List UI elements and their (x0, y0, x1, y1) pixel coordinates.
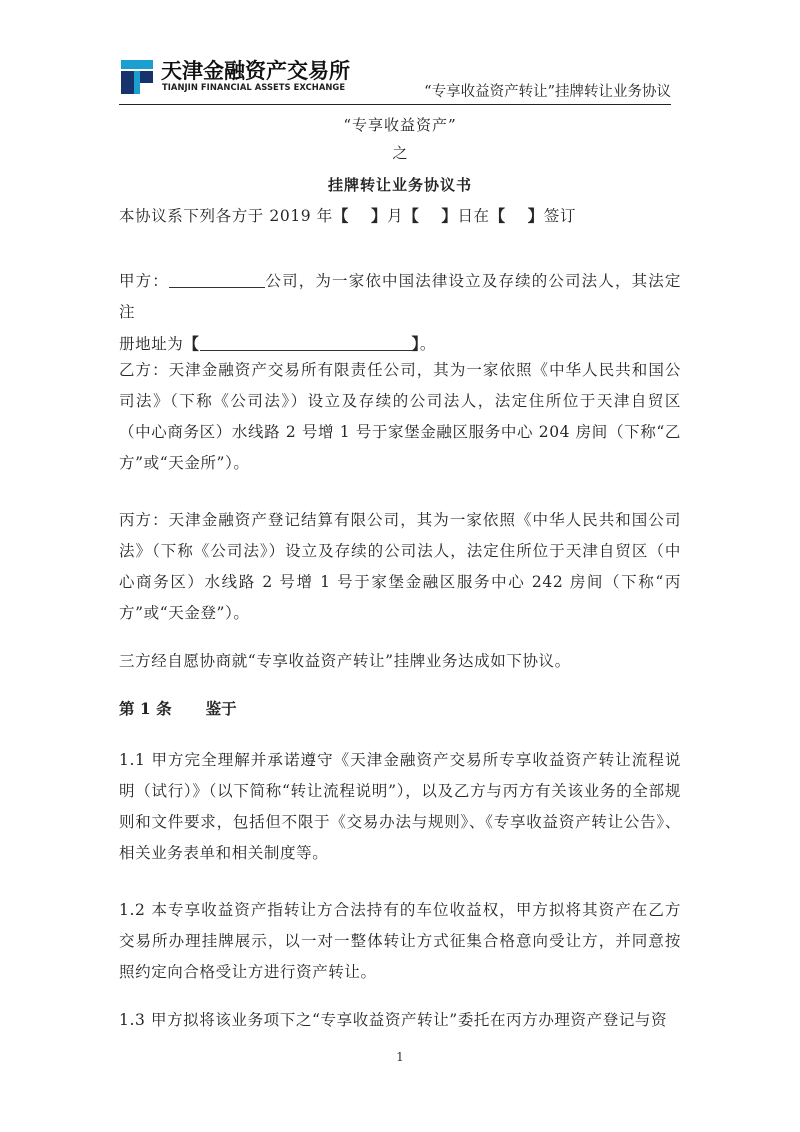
place-bracket-open: 【 (489, 206, 506, 225)
signing-line (119, 204, 681, 226)
month-bracket-close: 】 (441, 206, 458, 225)
header-divider (119, 104, 671, 105)
clause-1-1: 1.1 甲方完全理解并承诺遵守《天津金融资产交易所专享收益资产转让流程说明（试行）》（以下简称“转让流程说明”），以及乙方与丙方有关该业务的全部规则和文件要求，包括但不限于《交易办法与规则》、《专享收益资产转让公告》、相关业务表单和相关制度等。 (119, 751, 681, 862)
page-number: 1 (396, 1050, 404, 1064)
party-a-text-2-prefix: 册地址为 (119, 335, 184, 353)
signing-day: 日在 (457, 207, 490, 225)
header-document-title: “专享收益资产转让”挂牌转让业务协议 (424, 84, 671, 100)
tfae-logo-icon (121, 60, 153, 94)
clause-1-3: 1.3 甲方拟将该业务项下之“专享收益资产转让”委托在丙方办理资产登记与资 (119, 1011, 668, 1029)
title-line-3: 挂牌转让业务协议书 (327, 176, 472, 194)
party-a-paragraph (119, 266, 681, 360)
party-b-paragraph: 乙方：天津金融资产交易所有限责任公司，其为一家依照《中华人民共和国公司法》（下称《公司法》）设立及存续的公司法人，法定住所位于天津自贸区（中心商务区）水线路 2 号增 1 号于家堡金融区服务中心 204 房间（下称“乙方”或“天金所”）。 (119, 361, 681, 472)
signing-prefix: 本协议系下列各方于 2019 年 (119, 207, 333, 225)
article-1-title: 鉴于 (205, 699, 237, 718)
party-a-text-1: 公司，为一家依中国法律设立及存续的公司法人，其法定注 (119, 272, 681, 321)
party-a-label: 甲方： (119, 272, 169, 290)
signing-month: 月 (387, 207, 404, 225)
address-bracket-open: 【 (183, 334, 200, 353)
logo-english-name: TIANJIN FINANCIAL ASSETS EXCHANGE (162, 82, 346, 92)
party-a-name-blank[interactable] (169, 270, 265, 288)
year-bracket-open: 【 (332, 206, 350, 225)
page-header (119, 58, 671, 104)
party-a-text-2-suffix: 。 (419, 335, 436, 353)
place-bracket-close: 】 (527, 206, 544, 225)
intro-paragraph: 三方经自愿协商就“专享收益资产转让”挂牌业务达成如下协议。 (119, 652, 571, 670)
address-bracket-close: 】 (411, 334, 420, 353)
year-bracket-close: 】 (371, 206, 388, 225)
article-1-heading (119, 697, 237, 719)
signing-suffix: 签订 (543, 207, 577, 225)
month-bracket-open: 【 (403, 206, 420, 225)
title-line-1: “专享收益资产” (343, 116, 457, 134)
title-line-2: 之 (392, 144, 408, 162)
party-c-paragraph: 丙方：天津金融资产登记结算有限公司，其为一家依照《中华人民共和国公司法》（下称《公司法》）设立及存续的公司法人，法定住所位于天津自贸区（中心商务区）水线路 2 号增 1 号于家堡金融区服务中心 242 房间（下称“丙方”或“天金登”）。 (119, 511, 681, 622)
party-a-address-blank[interactable] (200, 333, 412, 351)
article-1-number: 第 1 条 (119, 699, 172, 718)
logo-chinese-name: 天津金融资产交易所 (161, 59, 350, 83)
clause-1-2: 1.2 本专享收益资产指转让方合法持有的车位收益权，甲方拟将其资产在乙方交易所办理挂牌展示，以一对一整体转让方式征集合格意向受让方，并同意按照约定向合格受让方进行资产转让。 (119, 901, 681, 981)
